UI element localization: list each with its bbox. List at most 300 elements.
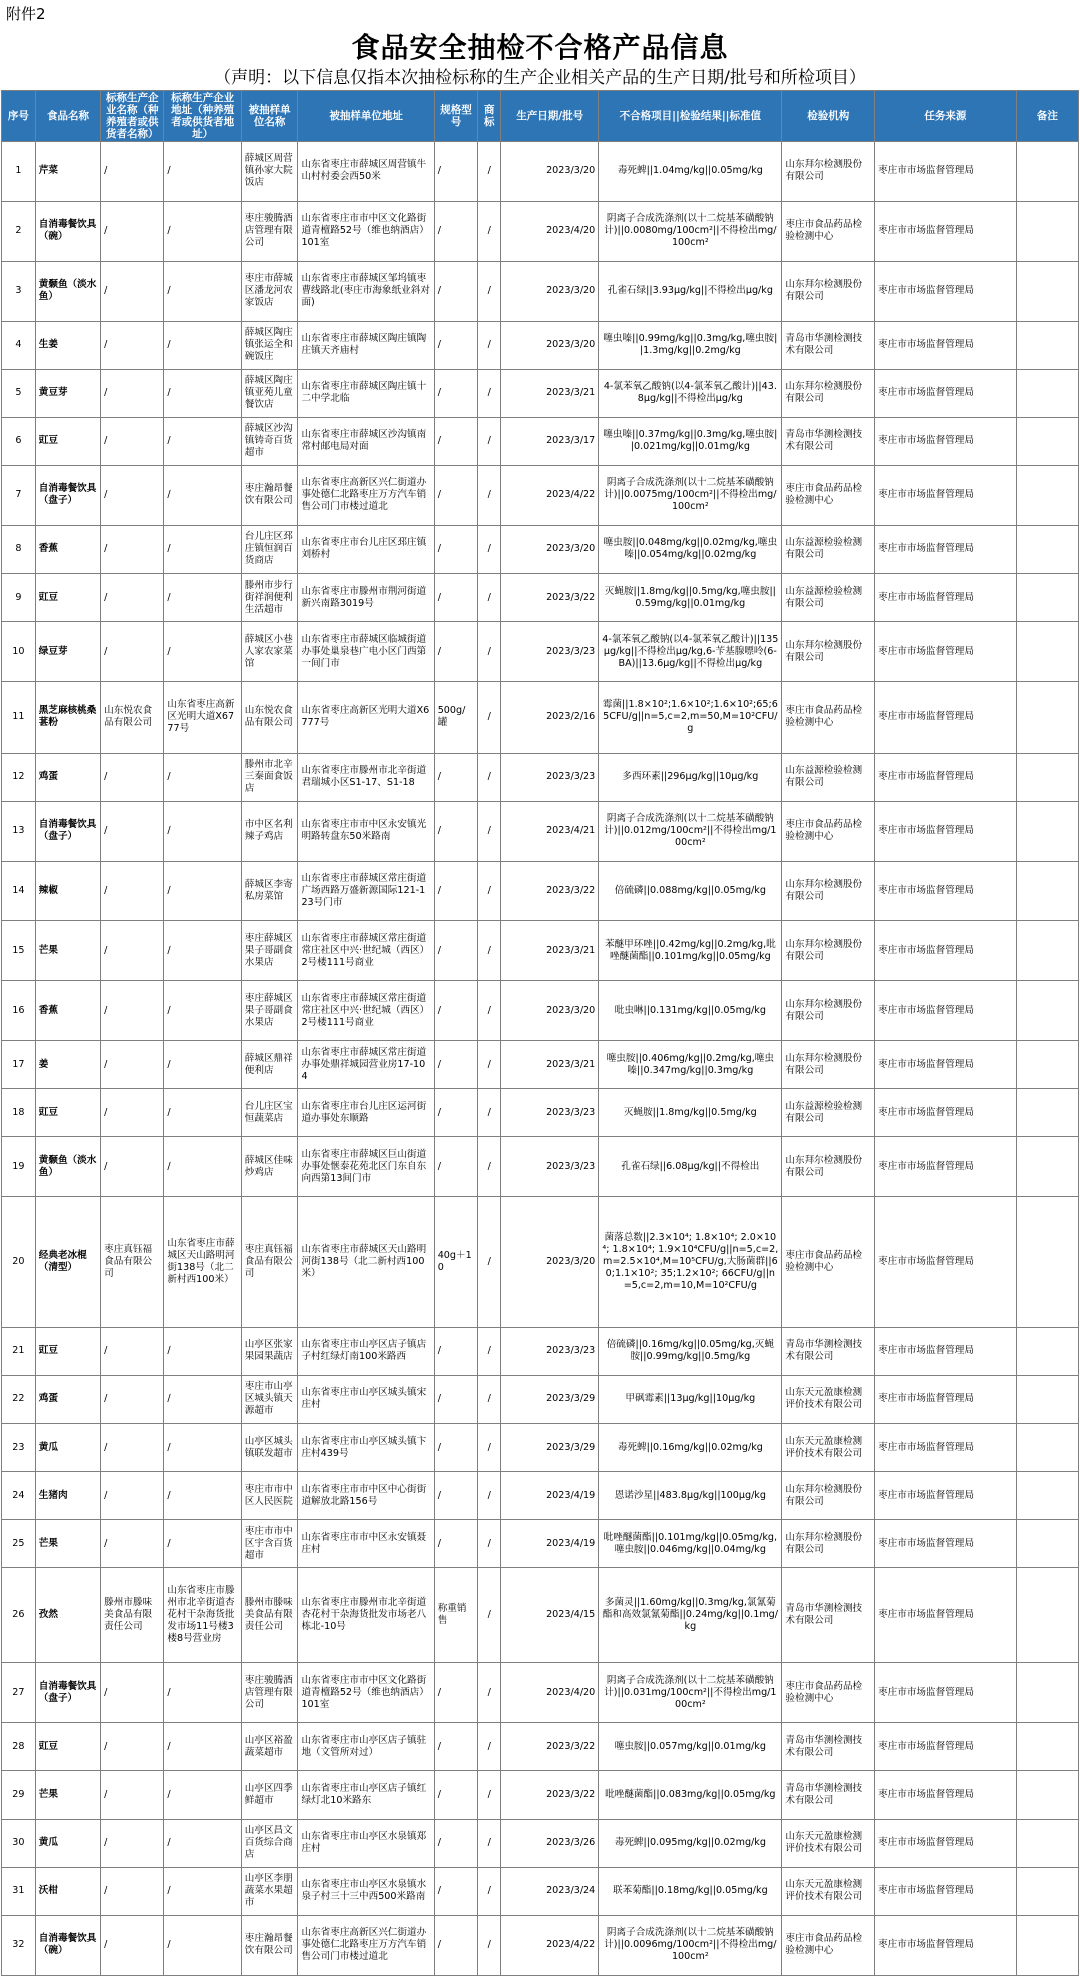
table-cell: 山东省枣庄市山亭区店子镇驻地（文管所对过） bbox=[298, 1723, 434, 1771]
table-cell: / bbox=[478, 682, 501, 754]
table-cell bbox=[1016, 622, 1078, 682]
table-cell: 吡唑醚菌酯||0.083mg/kg||0.05mg/kg bbox=[599, 1771, 782, 1819]
table-row bbox=[2, 682, 1079, 754]
table-cell: 豇豆 bbox=[35, 1723, 100, 1771]
table-cell: 枣庄真钰福食品有限公司 bbox=[241, 1197, 298, 1327]
table-cell: 芹菜 bbox=[35, 142, 100, 202]
table-cell: 山东省枣庄市薛城区周营镇牛山村村委会西50米 bbox=[298, 142, 434, 202]
table-cell: / bbox=[164, 753, 241, 801]
table-cell: / bbox=[478, 1137, 501, 1197]
table-cell: 山东省枣庄市薛城区天山路明河街138号（北二新村西100米） bbox=[298, 1197, 434, 1327]
table-cell: 毒死蜱||0.16mg/kg||0.02mg/kg bbox=[599, 1423, 782, 1471]
header-cell: 标称生产企业地址（种养殖者或供货者地址） bbox=[164, 91, 241, 142]
table-cell: 山东省枣庄市滕州市荆河街道新兴南路3019号 bbox=[298, 574, 434, 622]
table-cell: / bbox=[101, 261, 164, 321]
table-cell: 2023/3/24 bbox=[501, 1867, 599, 1915]
table-cell: / bbox=[434, 574, 478, 622]
table-cell: / bbox=[478, 1375, 501, 1423]
table-cell: 枣庄市市场监督管理局 bbox=[875, 1041, 1017, 1089]
table-cell: / bbox=[434, 201, 478, 261]
table-cell: / bbox=[434, 801, 478, 861]
table-cell: / bbox=[478, 1819, 501, 1867]
table-cell: / bbox=[434, 466, 478, 526]
table-cell: 山东益源检验检测有限公司 bbox=[782, 753, 875, 801]
table-cell: 2023/3/20 bbox=[501, 1197, 599, 1327]
table-cell: / bbox=[101, 921, 164, 981]
table-cell: 吡唑醚菌酯||0.101mg/kg||0.05mg/kg,噻虫胺||0.046mg/kg||0.04mg/kg bbox=[599, 1520, 782, 1568]
table-cell: 枣庄市市场监督管理局 bbox=[875, 1375, 1017, 1423]
table-cell: / bbox=[434, 525, 478, 573]
table-cell: 2023/3/20 bbox=[501, 525, 599, 573]
table-cell: 噻虫胺||0.057mg/kg||0.01mg/kg bbox=[599, 1723, 782, 1771]
header-cell: 规格型号 bbox=[434, 91, 478, 142]
table-cell: 滕州市滕味美食品有限责任公司 bbox=[241, 1568, 298, 1663]
table-cell: 2023/3/23 bbox=[501, 1089, 599, 1137]
table-cell bbox=[1016, 1663, 1078, 1723]
table-cell: 2023/3/26 bbox=[501, 1819, 599, 1867]
table-cell: 2023/3/20 bbox=[501, 321, 599, 369]
table-cell: / bbox=[478, 1472, 501, 1520]
table-cell bbox=[1016, 1137, 1078, 1197]
table-cell: 山东天元盈康检测评价技术有限公司 bbox=[782, 1819, 875, 1867]
table-cell: 台儿庄区邳庄镇恒润百货商店 bbox=[241, 525, 298, 573]
header-cell: 生产日期/批号 bbox=[501, 91, 599, 142]
table-cell: 枣庄市市场监督管理局 bbox=[875, 1423, 1017, 1471]
table-row bbox=[2, 1663, 1079, 1723]
table-cell: 枣庄骏腾酒店管理有限公司 bbox=[241, 201, 298, 261]
table-cell: / bbox=[164, 1089, 241, 1137]
table-cell: / bbox=[101, 1472, 164, 1520]
table-cell: / bbox=[478, 1089, 501, 1137]
table-cell: 青岛市华测检测技术有限公司 bbox=[782, 417, 875, 465]
table-row bbox=[2, 1867, 1079, 1915]
table-cell: 枣庄市市中区宇含百货超市 bbox=[241, 1520, 298, 1568]
table-cell: 生猪肉 bbox=[35, 1472, 100, 1520]
table-cell bbox=[1016, 1867, 1078, 1915]
table-cell: / bbox=[434, 1423, 478, 1471]
table-cell: / bbox=[101, 417, 164, 465]
table-cell: 2023/4/22 bbox=[501, 466, 599, 526]
table-row bbox=[2, 1197, 1079, 1327]
table-cell: 滕州市步行街祥润便利生活超市 bbox=[241, 574, 298, 622]
table-cell: 枣庄市市场监督管理局 bbox=[875, 1089, 1017, 1137]
table-cell: / bbox=[434, 981, 478, 1041]
table-cell: 生姜 bbox=[35, 321, 100, 369]
table-cell: 山东省枣庄高新区光明大道X6777号 bbox=[298, 682, 434, 754]
table-cell: 豇豆 bbox=[35, 574, 100, 622]
table-cell: 2023/3/29 bbox=[501, 1375, 599, 1423]
table-cell: 山亭区张家果园果蔬店 bbox=[241, 1327, 298, 1375]
table-row bbox=[2, 1137, 1079, 1197]
table-cell: / bbox=[101, 981, 164, 1041]
table-cell: 山东省枣庄市薛城区常庄街道办事处鼎祥城园营业房17-104 bbox=[298, 1041, 434, 1089]
table-cell: 枣庄市市场监督管理局 bbox=[875, 753, 1017, 801]
table-cell: 山东省枣庄市山亭区店子镇店子村红绿灯南100米路西 bbox=[298, 1327, 434, 1375]
table-cell: 辣椒 bbox=[35, 861, 100, 921]
table-cell: 枣庄市市场监督管理局 bbox=[875, 1723, 1017, 1771]
table-cell: 噻虫胺||0.048mg/kg||0.02mg/kg,噻虫嗪||0.054mg/kg||0.02mg/kg bbox=[599, 525, 782, 573]
table-cell: 枣庄市市场监督管理局 bbox=[875, 261, 1017, 321]
table-cell: 22 bbox=[2, 1375, 36, 1423]
table-cell: / bbox=[434, 1867, 478, 1915]
table-cell: / bbox=[101, 142, 164, 202]
table-cell: 山东省枣庄市台儿庄区邳庄镇刘桥村 bbox=[298, 525, 434, 573]
header-cell: 不合格项目||检验结果||标准值 bbox=[599, 91, 782, 142]
table-cell: 山东益源检验检测有限公司 bbox=[782, 525, 875, 573]
table-cell: 芒果 bbox=[35, 921, 100, 981]
table-cell: 2023/3/21 bbox=[501, 369, 599, 417]
table-cell: 自消毒餐饮具（盘子） bbox=[35, 801, 100, 861]
table-cell: 芒果 bbox=[35, 1771, 100, 1819]
table-cell bbox=[1016, 801, 1078, 861]
table-cell: 12 bbox=[2, 753, 36, 801]
table-cell bbox=[1016, 1089, 1078, 1137]
table-cell: 枣庄市食品药品检验检测中心 bbox=[782, 466, 875, 526]
table-cell: / bbox=[164, 1137, 241, 1197]
table-cell: / bbox=[101, 1137, 164, 1197]
table-cell: 恩诺沙星||483.8μg/kg||100μg/kg bbox=[599, 1472, 782, 1520]
table-cell: / bbox=[478, 142, 501, 202]
table-cell: / bbox=[164, 201, 241, 261]
table-cell: 枣庄市市中区人民医院 bbox=[241, 1472, 298, 1520]
table-cell: 噻虫胺||0.406mg/kg||0.2mg/kg,噻虫嗪||0.347mg/kg||0.3mg/kg bbox=[599, 1041, 782, 1089]
table-cell: / bbox=[164, 1663, 241, 1723]
table-cell: 2023/3/22 bbox=[501, 861, 599, 921]
table-cell: / bbox=[164, 417, 241, 465]
table-cell: 山东省枣庄市薛城区常庄街道广场西路万盛新源国际121-123号门市 bbox=[298, 861, 434, 921]
table-cell: 鸡蛋 bbox=[35, 1375, 100, 1423]
table-cell: / bbox=[478, 1041, 501, 1089]
table-cell: 薛城区李寄私房菜馆 bbox=[241, 861, 298, 921]
table-cell: / bbox=[478, 321, 501, 369]
table-cell: / bbox=[478, 921, 501, 981]
table-cell: 孔雀石绿||3.93μg/kg||不得检出μg/kg bbox=[599, 261, 782, 321]
table-cell: 山东悦农食品有限公司 bbox=[241, 682, 298, 754]
table-cell: 山东省枣庄市山亭区水泉镇水泉子村三十三中西500米路南 bbox=[298, 1867, 434, 1915]
table-cell: 9 bbox=[2, 574, 36, 622]
table-cell: 500g/罐 bbox=[434, 682, 478, 754]
table-body bbox=[2, 142, 1079, 1976]
table-cell: / bbox=[434, 369, 478, 417]
table-cell: 山东天元盈康检测评价技术有限公司 bbox=[782, 1867, 875, 1915]
table-cell: 2023/3/23 bbox=[501, 753, 599, 801]
table-cell: 山东省枣庄市滕州市北辛街道杏花村干杂海货批发市场11号楼3楼8号营业房 bbox=[164, 1568, 241, 1663]
table-cell: 7 bbox=[2, 466, 36, 526]
table-cell: 山东省枣庄市台儿庄区运河街道办事处东顺路 bbox=[298, 1089, 434, 1137]
table-cell: / bbox=[478, 1423, 501, 1471]
table-cell: 阴离子合成洗涤剂(以十二烷基苯磺酸钠计)||0.012mg/100cm²||不得检出mg/100cm² bbox=[599, 801, 782, 861]
table-cell: 19 bbox=[2, 1137, 36, 1197]
table-cell: / bbox=[478, 1568, 501, 1663]
table-cell: / bbox=[434, 921, 478, 981]
table-cell: / bbox=[164, 1771, 241, 1819]
table-cell: 豇豆 bbox=[35, 417, 100, 465]
table-cell: / bbox=[478, 801, 501, 861]
table-cell: / bbox=[101, 1327, 164, 1375]
table-cell: 山东拜尔检测股份有限公司 bbox=[782, 369, 875, 417]
table-cell bbox=[1016, 861, 1078, 921]
table-cell: 香蕉 bbox=[35, 525, 100, 573]
table-cell: 枣庄市市场监督管理局 bbox=[875, 1915, 1017, 1975]
table-cell: 山东省枣庄市山亭区城头镇宋庄村 bbox=[298, 1375, 434, 1423]
table-cell: 黄颡鱼（淡水鱼） bbox=[35, 1137, 100, 1197]
table-cell: 枣庄市市场监督管理局 bbox=[875, 1137, 1017, 1197]
table-cell: 2023/3/20 bbox=[501, 261, 599, 321]
table-cell: / bbox=[434, 417, 478, 465]
table-cell: 17 bbox=[2, 1041, 36, 1089]
table-row bbox=[2, 1423, 1079, 1471]
table-cell: 山东省枣庄市薛城区陶庄镇陶庄镇天齐庙村 bbox=[298, 321, 434, 369]
table-cell: 山东省枣庄高新区光明大道X6777号 bbox=[164, 682, 241, 754]
table-cell: 山东拜尔检测股份有限公司 bbox=[782, 1520, 875, 1568]
table-cell: 枣庄薛城区果子哥副食水果店 bbox=[241, 981, 298, 1041]
page-title: 食品安全抽检不合格产品信息 bbox=[351, 31, 729, 64]
table-cell: 2023/3/22 bbox=[501, 574, 599, 622]
table-cell: 山东拜尔检测股份有限公司 bbox=[782, 142, 875, 202]
table-row bbox=[2, 142, 1079, 202]
header-cell: 任务来源 bbox=[875, 91, 1017, 142]
table-cell: 11 bbox=[2, 682, 36, 754]
table-cell: / bbox=[434, 1915, 478, 1975]
table-cell: 枣庄市市场监督管理局 bbox=[875, 525, 1017, 573]
table-cell: 枣庄市市场监督管理局 bbox=[875, 1771, 1017, 1819]
table-cell: 枣庄市食品药品检验检测中心 bbox=[782, 1663, 875, 1723]
table-cell: 青岛市华测检测技术有限公司 bbox=[782, 1568, 875, 1663]
table-cell: / bbox=[478, 622, 501, 682]
table-cell: 山东省枣庄市山亭区水泉镇郑庄村 bbox=[298, 1819, 434, 1867]
table-cell: / bbox=[434, 1375, 478, 1423]
table-cell: / bbox=[434, 1771, 478, 1819]
table-row bbox=[2, 1723, 1079, 1771]
table-row bbox=[2, 1472, 1079, 1520]
table-cell: / bbox=[101, 1520, 164, 1568]
table-cell: 山亭区四季鲜超市 bbox=[241, 1771, 298, 1819]
table-cell: 2023/3/29 bbox=[501, 1423, 599, 1471]
table-row bbox=[2, 801, 1079, 861]
table-cell: 枣庄骏腾酒店管理有限公司 bbox=[241, 1663, 298, 1723]
table-cell: 绿豆芽 bbox=[35, 622, 100, 682]
table-cell: / bbox=[478, 1663, 501, 1723]
table-cell: 枣庄市市场监督管理局 bbox=[875, 861, 1017, 921]
table-cell: 青岛市华测检测技术有限公司 bbox=[782, 1771, 875, 1819]
table-cell: 枣庄市市场监督管理局 bbox=[875, 921, 1017, 981]
header-cell: 检验机构 bbox=[782, 91, 875, 142]
table-cell: / bbox=[478, 753, 501, 801]
table-cell: 18 bbox=[2, 1089, 36, 1137]
table-cell: 枣庄瀚昂餐饮有限公司 bbox=[241, 466, 298, 526]
table-cell: / bbox=[478, 417, 501, 465]
table-cell: 山东拜尔检测股份有限公司 bbox=[782, 1137, 875, 1197]
table-cell: / bbox=[478, 1197, 501, 1327]
table-cell: 吡虫啉||0.131mg/kg||0.05mg/kg bbox=[599, 981, 782, 1041]
table-row bbox=[2, 981, 1079, 1041]
table-cell bbox=[1016, 1915, 1078, 1975]
table-cell: / bbox=[164, 1867, 241, 1915]
table-cell: 山东省枣庄市薛城区临城街道办事处巢泉巷广电小区门西第一间门市 bbox=[298, 622, 434, 682]
table-cell: / bbox=[101, 1915, 164, 1975]
table-cell: / bbox=[101, 1819, 164, 1867]
header-cell: 食品名称 bbox=[35, 91, 100, 142]
table-cell: 噻虫嗪||0.99mg/kg||0.3mg/kg,噻虫胺||1.3mg/kg||0.2mg/kg bbox=[599, 321, 782, 369]
table-cell bbox=[1016, 1472, 1078, 1520]
table-cell: 青岛市华测检测技术有限公司 bbox=[782, 1723, 875, 1771]
table-cell: 黄颡鱼（淡水鱼） bbox=[35, 261, 100, 321]
table-cell: 山东省枣庄市市中区永安镇光明路转盘东50米路南 bbox=[298, 801, 434, 861]
table-cell: 薛城区佳味炒鸡店 bbox=[241, 1137, 298, 1197]
table-cell: / bbox=[478, 1915, 501, 1975]
table-row bbox=[2, 417, 1079, 465]
table-cell: 枣庄市市场监督管理局 bbox=[875, 574, 1017, 622]
table-cell: / bbox=[164, 1819, 241, 1867]
table-cell: 山东拜尔检测股份有限公司 bbox=[782, 921, 875, 981]
table-cell: 灭蝇胺||1.8mg/kg||0.5mg/kg,噻虫胺||0.59mg/kg||0.01mg/kg bbox=[599, 574, 782, 622]
table-cell: / bbox=[478, 574, 501, 622]
table-cell: 山东省枣庄市薛城区陶庄镇十二中学北临 bbox=[298, 369, 434, 417]
table-cell bbox=[1016, 981, 1078, 1041]
table-row bbox=[2, 261, 1079, 321]
table-cell: 菌落总数||2.3×10⁴; 1.8×10⁴; 2.0×10⁴; 1.8×10⁴; 1.9×10⁴CFU/g||n=5,c=2,m=2.5×10⁴,M=10⁵CFU/g,大肠菌群||60;1.1×10²; 35;1.2×10²; 66CFU/g||n=5,c=2,m=10,M=10²CFU/g bbox=[599, 1197, 782, 1327]
table-cell: 2023/3/23 bbox=[501, 1137, 599, 1197]
table-cell: 山东省枣庄市薛城区巨山街道办事处惬泰花苑北区门东自东向西第13间门市 bbox=[298, 1137, 434, 1197]
table-row bbox=[2, 1568, 1079, 1663]
table-cell: 2023/3/22 bbox=[501, 1723, 599, 1771]
table-row bbox=[2, 1771, 1079, 1819]
table-cell: 枣庄市市场监督管理局 bbox=[875, 1568, 1017, 1663]
table-cell: / bbox=[101, 801, 164, 861]
table-cell: 山东省枣庄市滕州市北辛街道君瑞城小区S1-17、S1-18 bbox=[298, 753, 434, 801]
table-cell: 枣庄瀚昂餐饮有限公司 bbox=[241, 1915, 298, 1975]
table-cell: 山东省枣庄市市中区中心街街道解放北路156号 bbox=[298, 1472, 434, 1520]
table-cell: 枣庄市食品药品检验检测中心 bbox=[782, 801, 875, 861]
table-cell: 山东省枣庄市市中区文化路街道青檀路52号（维也纳酒店）101室 bbox=[298, 1663, 434, 1723]
table-cell: 24 bbox=[2, 1472, 36, 1520]
table-cell: 薛城区鼎祥便利店 bbox=[241, 1041, 298, 1089]
table-row bbox=[2, 622, 1079, 682]
table-cell: / bbox=[434, 1663, 478, 1723]
table-cell: / bbox=[434, 1327, 478, 1375]
table-cell bbox=[1016, 1568, 1078, 1663]
table-cell: 2023/3/22 bbox=[501, 1771, 599, 1819]
table-cell: 联苯菊酯||0.18mg/kg||0.05mg/kg bbox=[599, 1867, 782, 1915]
table-cell: 阴离子合成洗涤剂(以十二烷基苯磺酸钠计)||0.0080mg/100cm²||不得检出mg/100cm² bbox=[599, 201, 782, 261]
table-cell: / bbox=[478, 1327, 501, 1375]
table-cell: 5 bbox=[2, 369, 36, 417]
table-cell: 称重销售 bbox=[434, 1568, 478, 1663]
table-cell: 枣庄市薛城区潘龙河农家饭店 bbox=[241, 261, 298, 321]
table-cell: / bbox=[101, 466, 164, 526]
table-cell: / bbox=[101, 861, 164, 921]
table-row bbox=[2, 525, 1079, 573]
table-cell: 枣庄市食品药品检验检测中心 bbox=[782, 201, 875, 261]
table-cell bbox=[1016, 1197, 1078, 1327]
table-cell: 青岛市华测检测技术有限公司 bbox=[782, 1327, 875, 1375]
table-cell: 2023/3/21 bbox=[501, 1041, 599, 1089]
table-cell: / bbox=[164, 1375, 241, 1423]
table-cell: 黄瓜 bbox=[35, 1819, 100, 1867]
table-cell: / bbox=[164, 861, 241, 921]
table-cell bbox=[1016, 466, 1078, 526]
table-cell: 2023/4/19 bbox=[501, 1472, 599, 1520]
table-cell: 山亭区李朋蔬菜水果超市 bbox=[241, 1867, 298, 1915]
table-cell: / bbox=[478, 1771, 501, 1819]
table-cell bbox=[1016, 1423, 1078, 1471]
table-cell bbox=[1016, 1771, 1078, 1819]
table-cell: / bbox=[434, 1041, 478, 1089]
table-cell: / bbox=[164, 1723, 241, 1771]
table-cell: 薛城区周营镇孙家大院饭店 bbox=[241, 142, 298, 202]
table-cell: / bbox=[164, 622, 241, 682]
table-row bbox=[2, 1041, 1079, 1089]
table-cell: 豇豆 bbox=[35, 1327, 100, 1375]
table-cell: 自消毒餐饮具（盘子） bbox=[35, 466, 100, 526]
table-cell: / bbox=[101, 1723, 164, 1771]
table-cell: 6 bbox=[2, 417, 36, 465]
table-cell: / bbox=[434, 261, 478, 321]
table-cell: / bbox=[101, 622, 164, 682]
table-cell bbox=[1016, 201, 1078, 261]
table-cell: 多菌灵||1.60mg/kg||0.3mg/kg,氯氰菊酯和高效氯氰菊酯||0.24mg/kg||0.1mg/kg bbox=[599, 1568, 782, 1663]
table-cell: / bbox=[478, 261, 501, 321]
table-row bbox=[2, 1089, 1079, 1137]
table-cell: 枣庄市市场监督管理局 bbox=[875, 1472, 1017, 1520]
declaration: （声明：以下信息仅指本次抽检标称的生产企业相关产品的生产日期/批号和所检项目） bbox=[214, 68, 866, 88]
table-cell: 枣庄市市场监督管理局 bbox=[875, 321, 1017, 369]
table-cell: 山东省枣庄市山亭区店子镇红绿灯北10米路东 bbox=[298, 1771, 434, 1819]
table-cell: / bbox=[101, 321, 164, 369]
table-cell: 黄瓜 bbox=[35, 1423, 100, 1471]
table-cell: / bbox=[434, 1472, 478, 1520]
table-cell: 多西环素||296μg/kg||10μg/kg bbox=[599, 753, 782, 801]
table-cell: 孜然 bbox=[35, 1568, 100, 1663]
table-row bbox=[2, 321, 1079, 369]
table-cell: 枣庄薛城区果子哥副食水果店 bbox=[241, 921, 298, 981]
table-cell: 阴离子合成洗涤剂(以十二烷基苯磺酸钠计)||0.0075mg/100cm²||不得检出mg/100cm² bbox=[599, 466, 782, 526]
table-row bbox=[2, 1327, 1079, 1375]
table-cell: / bbox=[101, 753, 164, 801]
table-cell: 枣庄市市场监督管理局 bbox=[875, 1663, 1017, 1723]
table-cell: 15 bbox=[2, 921, 36, 981]
table-cell: 山东省枣庄市滕州市北辛街道杏花村干杂海货批发市场老八栋北-10号 bbox=[298, 1568, 434, 1663]
table-cell: / bbox=[164, 1472, 241, 1520]
table-cell: / bbox=[478, 861, 501, 921]
table-cell: / bbox=[101, 369, 164, 417]
table-cell: 枣庄市市场监督管理局 bbox=[875, 1819, 1017, 1867]
table-cell: / bbox=[164, 525, 241, 573]
table-cell: 枣庄市市场监督管理局 bbox=[875, 1197, 1017, 1327]
table-cell: 14 bbox=[2, 861, 36, 921]
table-cell: 2023/4/19 bbox=[501, 1520, 599, 1568]
table-cell: 山东益源检验检测有限公司 bbox=[782, 574, 875, 622]
table-cell bbox=[1016, 753, 1078, 801]
table-cell bbox=[1016, 1520, 1078, 1568]
table-cell bbox=[1016, 921, 1078, 981]
table-cell: 4-氯苯氧乙酸钠(以4-氯苯氧乙酸计)||43.8μg/kg||不得检出μg/kg bbox=[599, 369, 782, 417]
table-cell: 苯醚甲环唑||0.42mg/kg||0.2mg/kg,吡唑醚菌酯||0.101mg/kg||0.05mg/kg bbox=[599, 921, 782, 981]
table-cell: 香蕉 bbox=[35, 981, 100, 1041]
table-cell: 山东益源检验检测有限公司 bbox=[782, 1089, 875, 1137]
table-cell: / bbox=[478, 201, 501, 261]
table-cell: / bbox=[164, 369, 241, 417]
table-cell: 阴离子合成洗涤剂(以十二烷基苯磺酸钠计)||0.031mg/100cm²||不得检出mg/100cm² bbox=[599, 1663, 782, 1723]
table-cell: / bbox=[478, 981, 501, 1041]
table-cell bbox=[1016, 369, 1078, 417]
table-cell: 阴离子合成洗涤剂(以十二烷基苯磺酸钠计)||0.0096mg/100cm²||不得检出mg/100cm² bbox=[599, 1915, 782, 1975]
data-table bbox=[1, 90, 1079, 1976]
table-row bbox=[2, 1375, 1079, 1423]
table-cell: 山东省枣庄市薛城区常庄街道常庄社区中兴·世纪城（西区）2号楼111号商业 bbox=[298, 921, 434, 981]
table-cell bbox=[1016, 1041, 1078, 1089]
table-cell: 31 bbox=[2, 1867, 36, 1915]
